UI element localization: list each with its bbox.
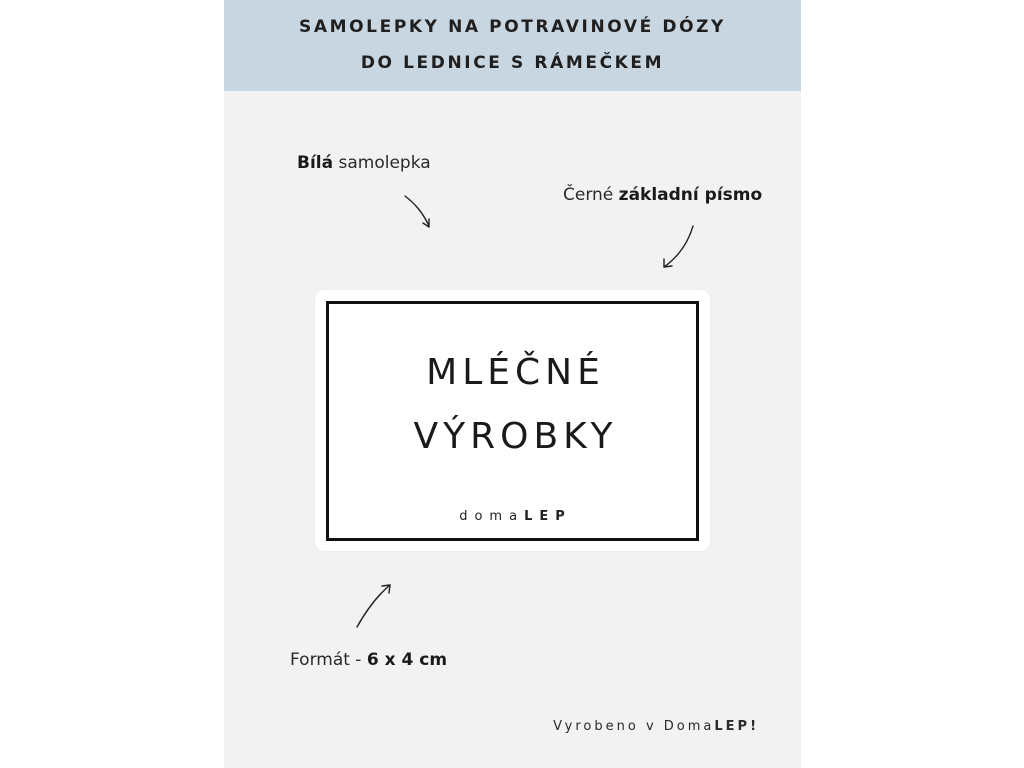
sticker-brand	[329, 509, 702, 524]
sticker-text-line-1: MLÉČNÉ	[426, 352, 605, 393]
sticker-text-line-2: VÝROBKY	[413, 416, 618, 457]
black-label-bold: základní písmo	[618, 185, 763, 205]
footer-prefix: Vyrobeno v Doma	[553, 719, 715, 734]
product-page	[224, 0, 801, 768]
sticker-frame	[326, 301, 699, 541]
title-banner	[224, 0, 801, 91]
format-annotation	[290, 650, 447, 670]
format-label-normal: Formát -	[290, 650, 367, 670]
white-sticker-annotation	[297, 153, 431, 173]
footer-made-by	[553, 719, 759, 734]
black-label-normal: Černé	[563, 185, 619, 205]
title-line-2: DO LEDNICE S RÁMEČKEM	[360, 53, 665, 73]
black-font-annotation	[563, 185, 762, 205]
arrow-to-sticker-icon	[402, 193, 434, 231]
sticker-preview	[315, 290, 710, 551]
brand-light: doma	[459, 509, 525, 524]
white-label-bold: Bílá	[297, 153, 334, 173]
format-label-bold: 6 x 4 cm	[366, 650, 448, 670]
white-label-rest: samolepka	[333, 153, 431, 173]
brand-bold: LEP	[524, 509, 572, 524]
title-line-1: SAMOLEPKY NA POTRAVINOVÉ DÓZY	[299, 17, 726, 37]
footer-brand-bold: LEP!	[714, 719, 759, 734]
arrow-to-format-icon	[354, 581, 394, 631]
arrow-to-text-icon	[660, 223, 696, 271]
